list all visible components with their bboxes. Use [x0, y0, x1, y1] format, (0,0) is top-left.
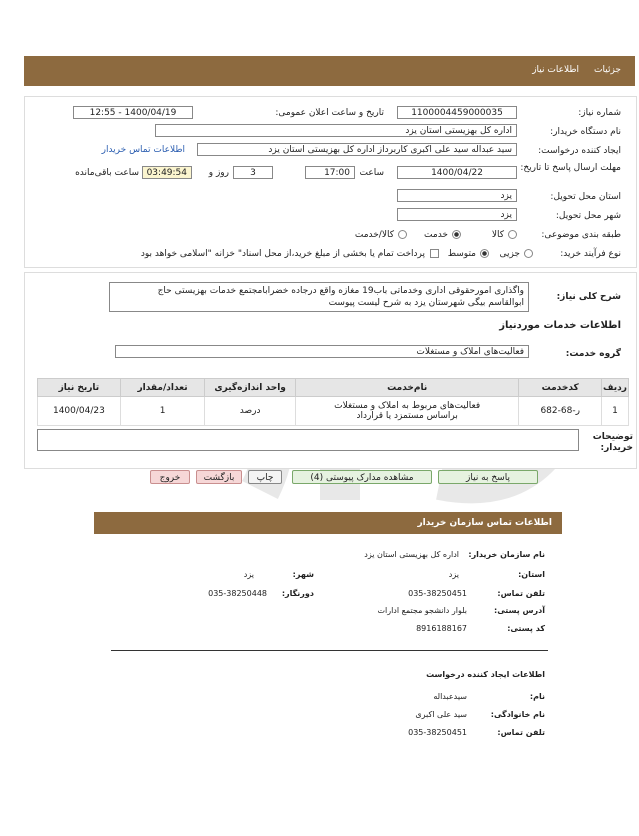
contact-title: اطلاعات تماس سازمان خریدار — [417, 518, 552, 528]
payment-note: پرداخت تمام یا بخشی از مبلغ خرید،از محل اسناد" خزانه "اسلامی خواهد بود — [140, 249, 425, 259]
cell-row: 1 — [602, 397, 629, 426]
cell-qty: 1 — [120, 397, 205, 426]
city-value: یزد — [243, 570, 254, 579]
back-button[interactable]: بازگشت — [196, 470, 242, 484]
name-value: سیدعبداله — [433, 692, 467, 701]
announce-field: 1400/04/19 - 12:55 — [73, 106, 193, 119]
service-group-field: فعالیت‌های املاک و مستغلات — [115, 345, 529, 358]
buyer-contact-link[interactable]: اطلاعات تماس خریدار — [101, 145, 185, 155]
remaining-time-field: 03:49:54 — [142, 166, 192, 179]
cell-name-line-1: فعالیت‌های مربوط به املاک و مستغلات — [334, 401, 481, 411]
reply-button[interactable]: پاسخ به نیاز — [438, 470, 538, 484]
category-label: طبقه بندی موضوعی: — [541, 230, 621, 240]
cat-goods-service-label: کالا/خدمت — [354, 230, 394, 240]
phone-value: 035-38250451 — [408, 589, 467, 598]
col-unit: واحد اندازه‌گیری — [205, 379, 296, 397]
org-label: نام سازمان خریدار: — [468, 550, 545, 559]
requester-label: ایجاد کننده درخواست: — [538, 146, 621, 156]
summary-line-1: واگذاری امورحقوقی اداری وخدماتی باب19 مغازه واقع درجاده خضرابامجتمع خدمات بهزیستی حاج — [157, 286, 524, 296]
deadline-time-field: 17:00 — [305, 166, 355, 179]
remaining-label: ساعت باقی‌مانده — [75, 168, 139, 178]
cell-name — [295, 397, 518, 426]
address-value: بلوار دانشجو مجتمع ادارات — [377, 606, 467, 615]
cat-goods-service-radio[interactable] — [398, 230, 407, 239]
city-label: شهر: — [292, 570, 314, 579]
col-code: کدخدمت — [519, 379, 602, 397]
address-label: آدرس پستی: — [494, 606, 545, 615]
summary-box — [109, 282, 529, 312]
exit-button[interactable]: خروج — [150, 470, 190, 484]
buyer-notes-box — [37, 429, 579, 451]
process-label: نوع فرآیند خرید: — [560, 249, 621, 259]
col-date: تاریخ نیاز — [38, 379, 121, 397]
proc-partial-radio[interactable] — [524, 249, 533, 258]
phone-label: تلفن تماس: — [497, 589, 545, 598]
buyer-org-label: نام دستگاه خریدار: — [550, 127, 621, 137]
province-value: یزد — [448, 570, 459, 579]
header-bar — [24, 56, 635, 86]
province-label: استان: — [518, 570, 545, 579]
buyer-org-field: اداره کل بهزیستی استان یزد — [155, 124, 517, 137]
services-title: اطلاعات خدمات مورد‌نیاز — [499, 320, 621, 331]
print-button[interactable]: چاپ — [248, 470, 282, 484]
table-header-row — [38, 379, 629, 397]
cell-code: ر-68-682 — [519, 397, 602, 426]
proc-medium-label: متوسط — [447, 249, 476, 259]
service-group-label: گروه خدمت: — [565, 349, 621, 359]
fax-value: 035-38250448 — [208, 589, 267, 598]
cat-goods-radio[interactable] — [508, 230, 517, 239]
payment-checkbox[interactable] — [430, 249, 439, 258]
col-name: نام‌خدمت — [295, 379, 518, 397]
attachments-button[interactable]: مشاهده مدارک پیوستی (4) — [292, 470, 432, 484]
cat-goods-label: کالا — [491, 230, 504, 240]
tab-need-info[interactable]: اطلاعات نیاز — [532, 65, 579, 75]
name-label: نام: — [529, 692, 545, 701]
delivery-city-label: شهر محل تحویل: — [555, 211, 621, 221]
summary-label: شرح کلی نیاز: — [556, 292, 621, 302]
buyer-notes-label: توضیحات خریدار: — [592, 432, 633, 453]
announce-label: تاریخ و ساعت اعلان عمومی: — [275, 108, 384, 118]
cell-unit: درصد — [205, 397, 296, 426]
days-field: 3 — [233, 166, 273, 179]
cat-service-label: خدمت — [424, 230, 448, 240]
delivery-city-field: یزد — [397, 208, 517, 221]
requester-field: سید عبداله سید علی اکبری کاربرداز اداره کل بهزیستی استان یزد — [197, 143, 517, 156]
deadline-date-field: 1400/04/22 — [397, 166, 517, 179]
services-table — [37, 378, 629, 426]
need-number-field: 1100004459000035 — [397, 106, 517, 119]
family-value: سید علی اکبری — [415, 710, 467, 719]
days-label: روز و — [208, 168, 229, 178]
fax-label: دورنگار: — [281, 589, 314, 598]
need-info-panel — [24, 96, 637, 268]
cell-date: 1400/04/23 — [38, 397, 121, 426]
cat-service-radio[interactable] — [452, 230, 461, 239]
deadline-label: مهلت ارسال پاسخ تا تاریخ: — [520, 163, 621, 173]
col-row: ردیف — [602, 379, 629, 397]
postal-value: 8916188167 — [416, 624, 467, 633]
col-qty: تعداد/مقدار — [120, 379, 205, 397]
time-label: ساعت — [359, 168, 384, 178]
tab-details[interactable]: جزئیات — [594, 65, 621, 75]
cell-name-line-2: براساس مستمزد یا قرارداد — [356, 411, 458, 421]
proc-medium-radio[interactable] — [480, 249, 489, 258]
table-row — [38, 397, 629, 426]
family-label: نام خانوادگی: — [490, 710, 545, 719]
delivery-province-label: استان محل تحویل: — [550, 192, 621, 202]
summary-line-2: ابوالقاسم بیگی شهرستان یزد به شرح لیست پیوست — [328, 298, 524, 308]
creator-phone-label: تلفن تماس: — [497, 728, 545, 737]
creator-phone-value: 035-38250451 — [408, 728, 467, 737]
delivery-province-field: یزد — [397, 189, 517, 202]
section-divider — [111, 650, 548, 651]
postal-label: کد پستی: — [507, 624, 545, 633]
contact-title-bar — [94, 512, 562, 534]
org-value: اداره کل بهزیستی استان یزد — [364, 550, 459, 559]
need-number-label: شماره نیاز: — [578, 108, 621, 118]
proc-partial-label: جزیی — [499, 249, 520, 259]
creator-title: اطلاعات ایجاد کننده درخواست — [426, 670, 545, 679]
